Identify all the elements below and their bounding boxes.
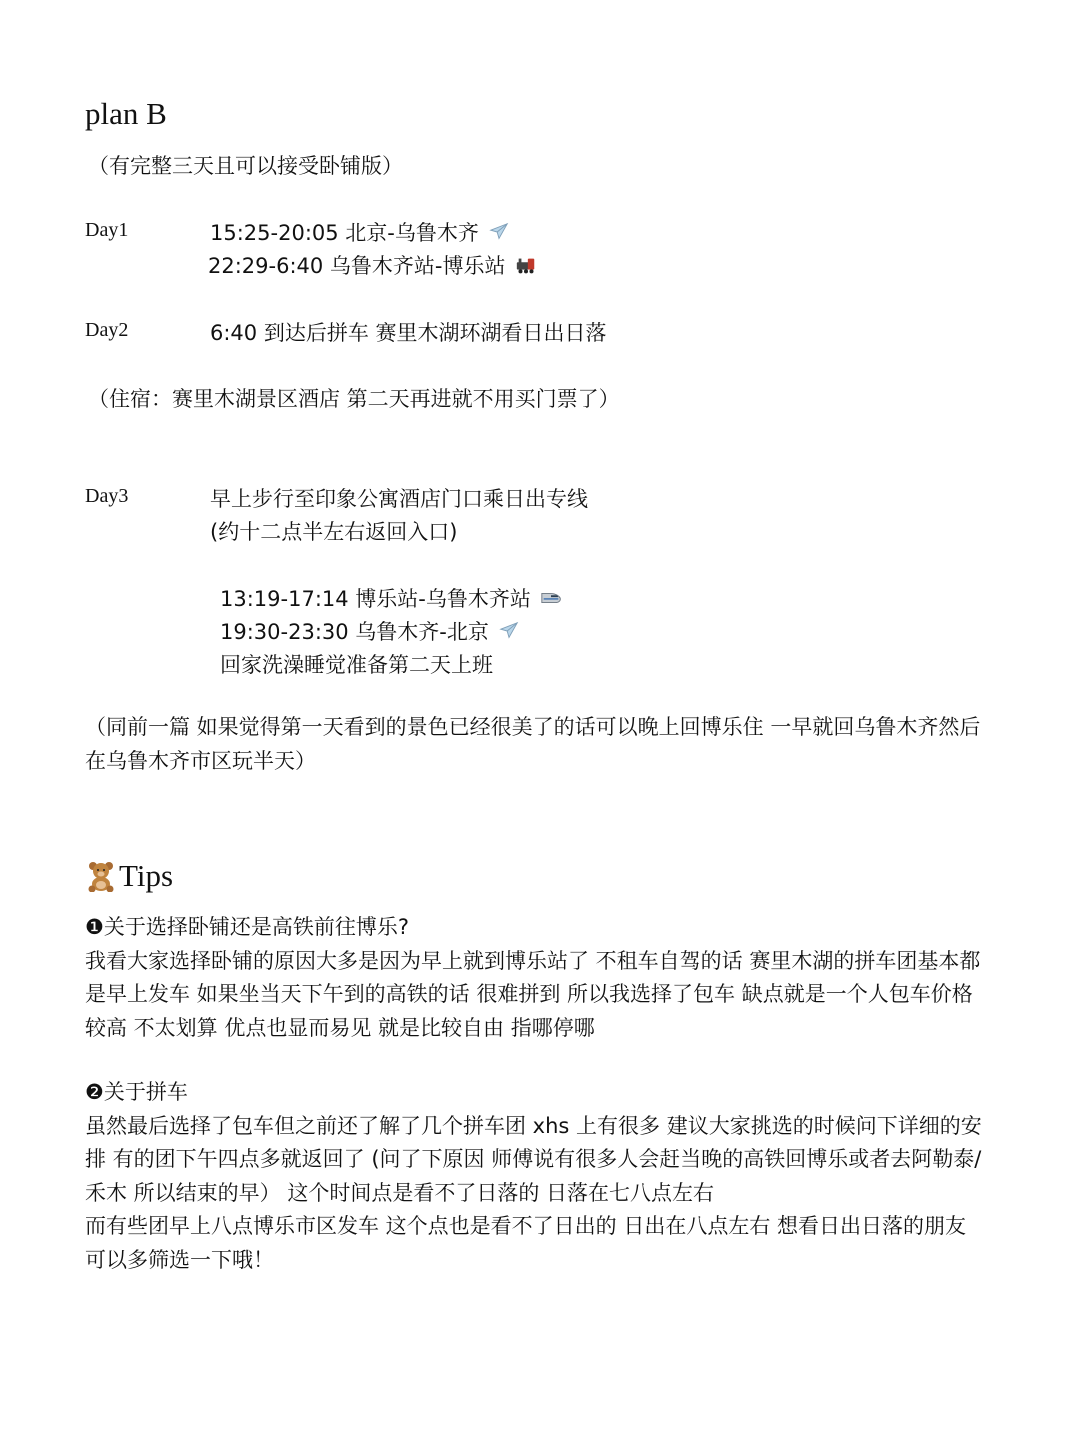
teddy-bear-icon bbox=[85, 860, 117, 892]
lodging-note: （住宿：赛里木湖景区酒店 第二天再进就不用买门票了） bbox=[88, 387, 620, 411]
tip-1-body: 我看大家选择卧铺的原因大多是因为早上就到博乐站了 不租车自驾的话 赛里木湖的拼车团基本都是早上发车 如果坐当天下午到的高铁的话 很难拼到 所以我选择了包车 缺点就是一个人包车价格较高 不太划算 优点也显而易见 就是比较自由 指哪停哪 bbox=[85, 948, 981, 1040]
day2-line-1: 6:40 到达后拼车 赛里木湖环湖看日出日落 bbox=[210, 321, 607, 345]
day3-label: Day3 bbox=[85, 485, 129, 507]
airplane-icon bbox=[487, 221, 511, 243]
tip-2-body: 虽然最后选择了包车但之前还了解了几个拼车团 xhs 上有很多 建议大家挑选的时候问下详细的安排 有的团下午四点多就返回了 (问了下原因 师傅说有很多人会赶当晚的高铁回博乐或者去阿勒泰/禾木 所以结束的早） 这个时间点是看不了日落的 日落在七八点左右 bbox=[85, 1113, 982, 1205]
bullet-train-icon bbox=[539, 587, 563, 609]
train-icon bbox=[514, 254, 538, 276]
plan-subtitle: （有完整三天且可以接受卧铺版） bbox=[88, 154, 403, 178]
day3-line-2: (约十二点半左右返回入口) bbox=[210, 520, 458, 544]
tip-1-heading: ❶关于选择卧铺还是高铁前往博乐? bbox=[85, 915, 409, 939]
airplane-icon bbox=[497, 620, 521, 642]
day3-line-5: 回家洗澡睡觉准备第二天上班 bbox=[220, 653, 493, 677]
tip-2-body-continued: 而有些团早上八点博乐市区发车 这个点也是看不了日出的 日出在八点左右 想看日出日落的朋友可以多筛选一下哦！ bbox=[85, 1214, 967, 1272]
tips-title: Tips bbox=[85, 858, 173, 894]
tip-2 bbox=[85, 1076, 985, 1277]
plan-title: plan B bbox=[85, 96, 167, 131]
tip-2-heading: ❷关于拼车 bbox=[85, 1080, 188, 1104]
day3-line-3: 13:19-17:14 博乐站-乌鲁木齐站 bbox=[220, 583, 563, 613]
day2-label: Day2 bbox=[85, 319, 129, 341]
alt-note: （同前一篇 如果觉得第一天看到的景色已经很美了的话可以晚上回博乐住 一早就回乌鲁木齐然后在乌鲁木齐市区玩半天） bbox=[85, 715, 981, 773]
day3-line-4: 19:30-23:30 乌鲁木齐-北京 bbox=[220, 616, 521, 646]
day3-line-1: 早上步行至印象公寓酒店门口乘日出专线 bbox=[210, 487, 588, 511]
day1-line-1: 15:25-20:05 北京-乌鲁木齐 bbox=[210, 217, 511, 247]
tip-1 bbox=[85, 911, 985, 1045]
day1-label: Day1 bbox=[85, 219, 129, 241]
day1-line-2: 22:29-6:40 乌鲁木齐站-博乐站 bbox=[208, 250, 538, 280]
